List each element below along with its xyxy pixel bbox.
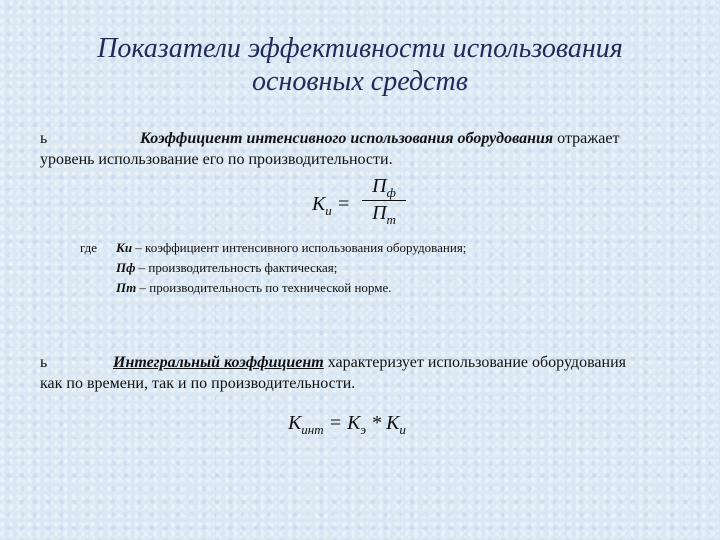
definition-symbol: Ки — [116, 240, 133, 255]
denominator-subscript: т — [386, 212, 396, 227]
definition-symbol: Пф — [116, 260, 136, 275]
term-integral-coefficient: Интегральный коэффициент — [113, 354, 324, 371]
paragraph-text-line2: уровень использование его по производительности. — [40, 151, 393, 168]
numerator-subscript: ф — [386, 185, 396, 200]
formula-equals: = — [323, 412, 348, 434]
paragraph-text-line2: как по времени, так и по производительности. — [40, 375, 356, 392]
title-line-2: основных средств — [252, 66, 468, 97]
term-intensive-coefficient: Коэффициент интенсивного использования оборудования — [140, 130, 554, 147]
formula-subscript: и — [399, 422, 406, 437]
definition-text: – коэффициент интенсивного использования оборудования; — [132, 240, 467, 255]
formula-denominator — [362, 202, 406, 226]
paragraph-integral-coefficient — [40, 352, 720, 394]
definition-text: – производительность по технической норме. — [136, 280, 392, 295]
formula-lhs — [312, 193, 350, 219]
definition-text: – производительность фактическая; — [135, 260, 338, 275]
formula-subscript: э — [360, 422, 367, 437]
paragraph-text: характеризует использование оборудования — [323, 354, 626, 371]
bullet-marker: ь — [40, 354, 48, 371]
formula-equals: = — [331, 193, 351, 215]
definition-symbol: Пт — [116, 280, 137, 295]
definition-row — [80, 278, 466, 298]
definitions-lead: где — [80, 240, 98, 255]
formula-fraction — [362, 175, 406, 226]
definitions-list — [80, 238, 466, 298]
definition-row — [80, 238, 466, 258]
formula-symbol-k: К — [386, 412, 400, 434]
fraction-bar — [362, 200, 406, 201]
formula-numerator — [362, 175, 406, 199]
title-line-1: Показатели эффективности использования — [97, 33, 623, 64]
denominator-symbol: П — [372, 202, 387, 224]
formula-symbol-k: К — [347, 412, 361, 434]
paragraph-text: отражает — [553, 130, 620, 147]
numerator-symbol: П — [372, 175, 387, 197]
bullet-marker: ь — [40, 130, 48, 147]
formula-multiply: * — [366, 412, 387, 434]
formula-symbol-k: К — [312, 193, 326, 215]
paragraph-intensive-coefficient — [40, 128, 680, 170]
slide-title — [0, 32, 720, 98]
formula-symbol-k: К — [288, 412, 302, 434]
formula-subscript: инт — [301, 422, 324, 437]
formula-integral-coefficient — [288, 412, 406, 438]
definition-row — [80, 258, 466, 278]
formula-subscript: и — [325, 203, 332, 218]
